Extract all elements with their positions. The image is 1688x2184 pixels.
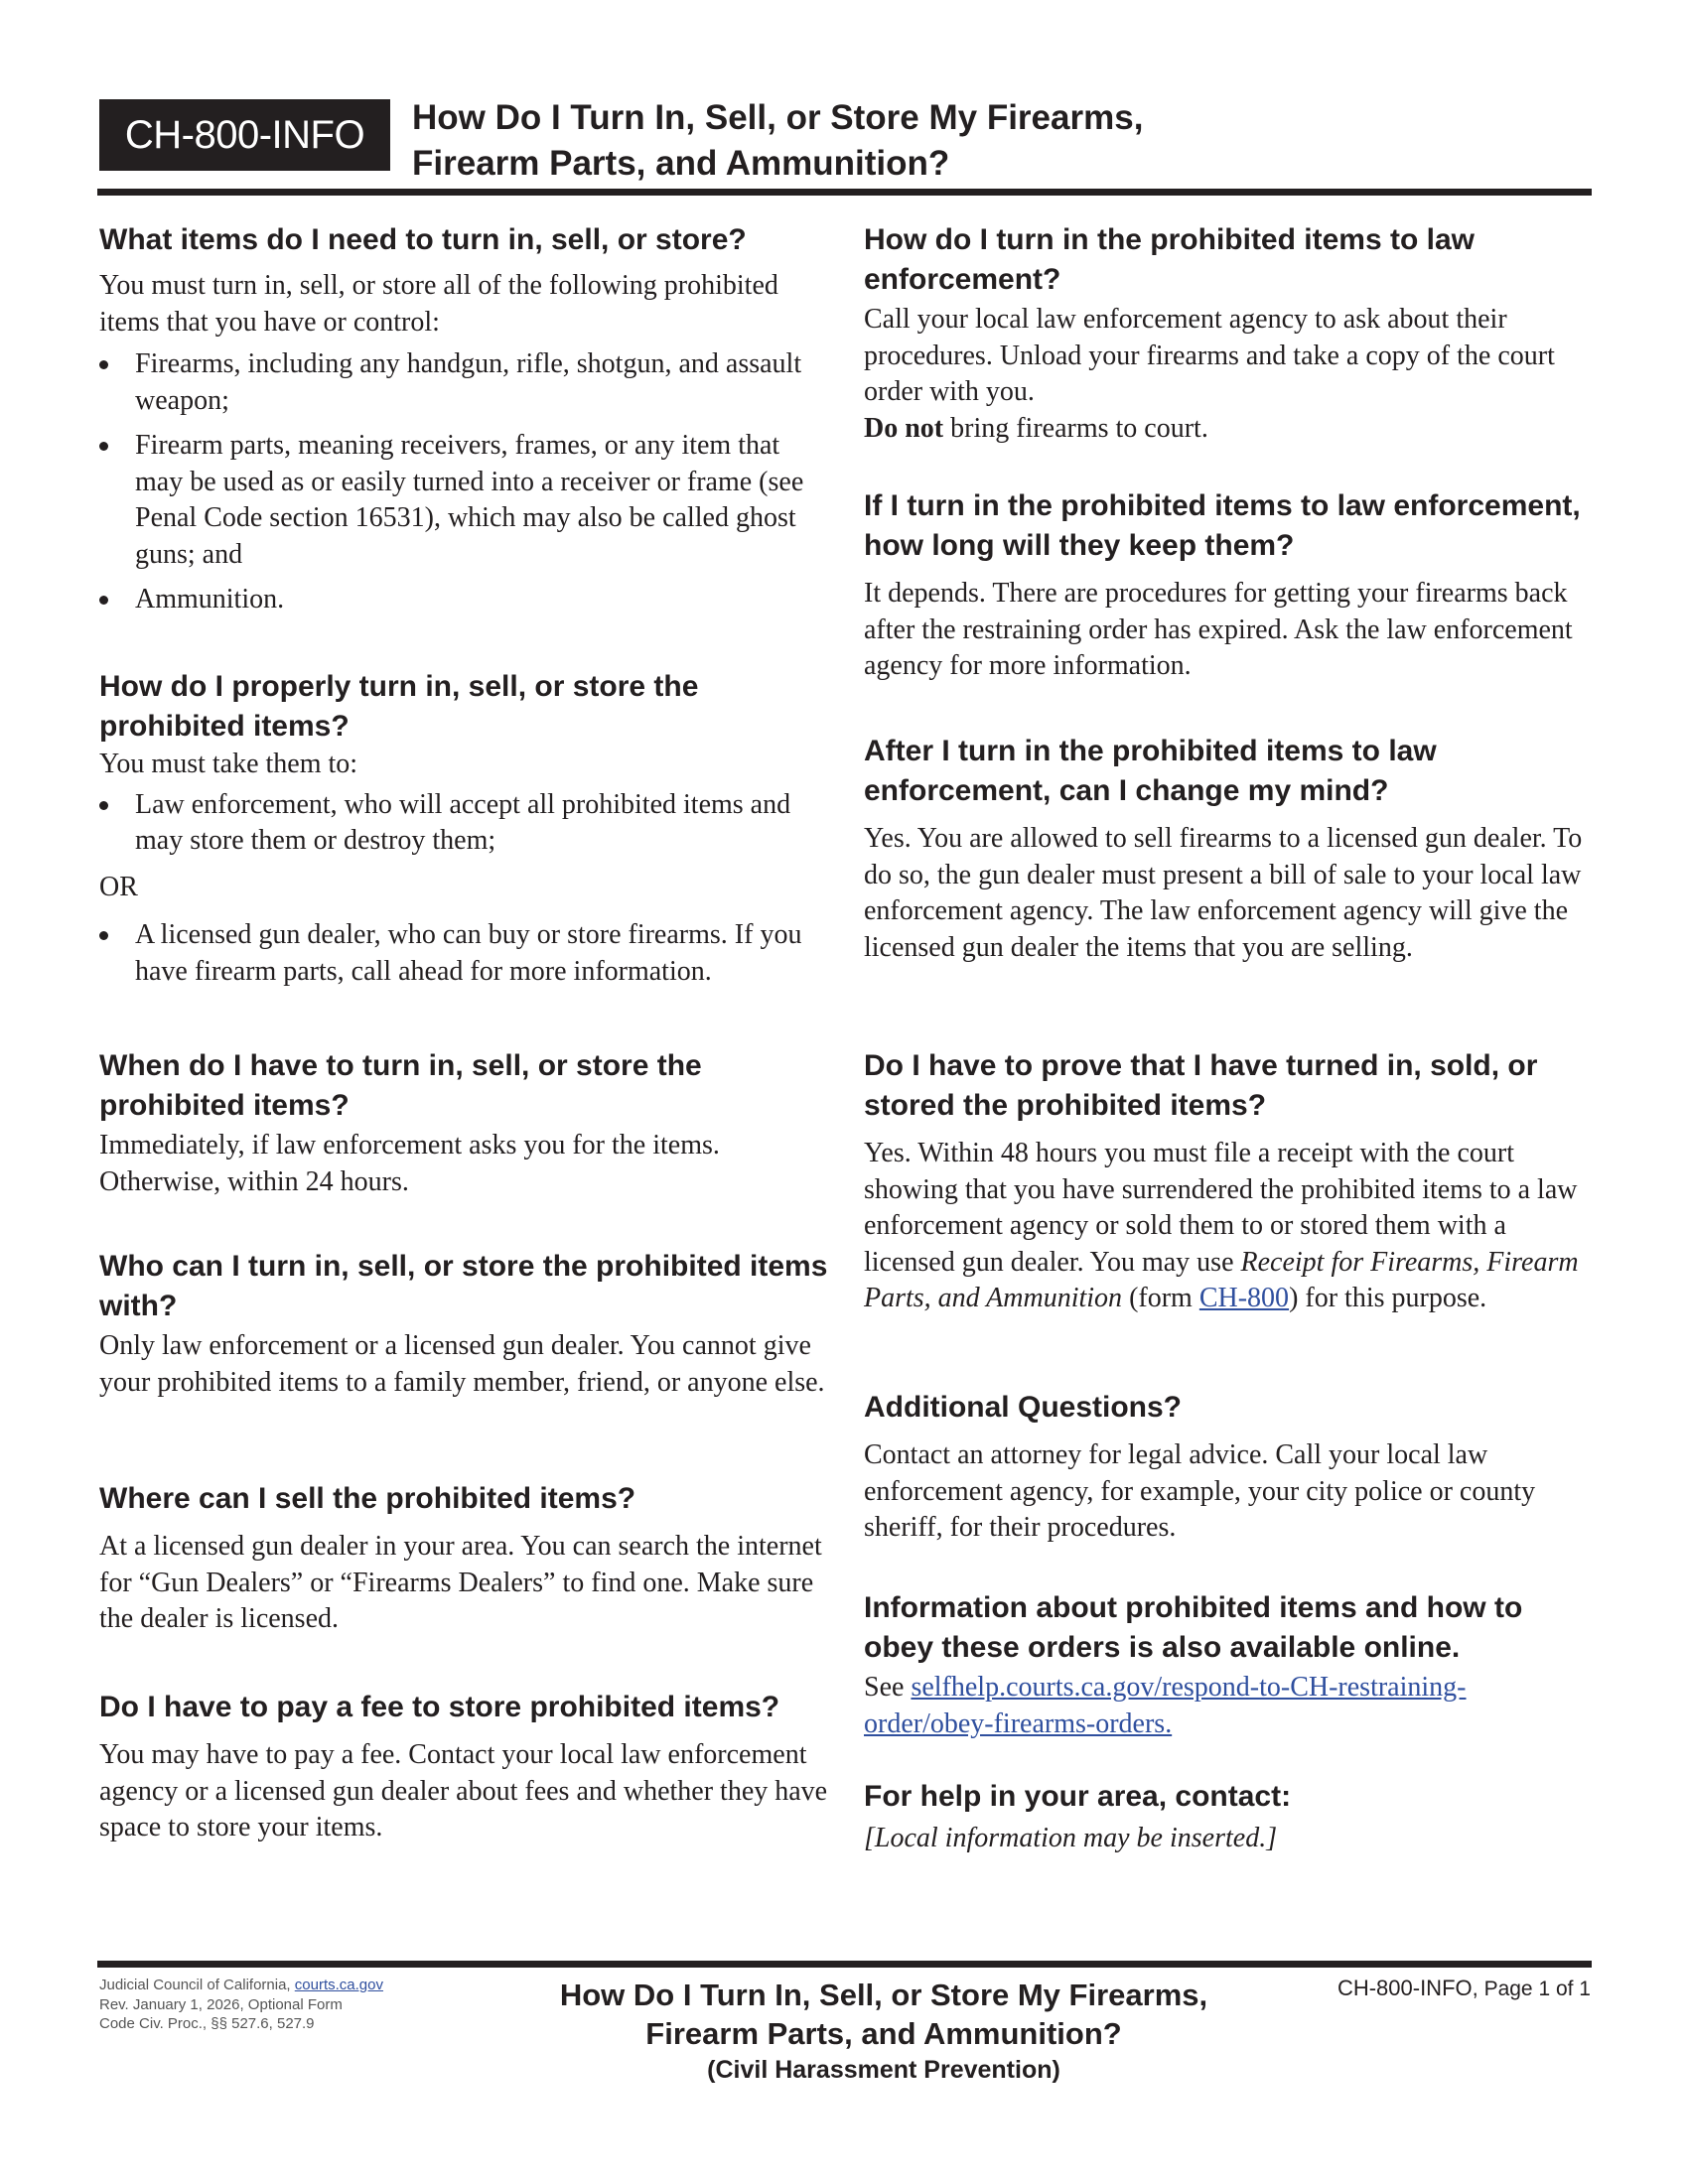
section-where bbox=[99, 1479, 829, 1638]
header-divider bbox=[97, 189, 1592, 196]
section-heading: Do I have to prove that I have turned in, sold, or stored the prohibited items? bbox=[864, 1049, 1538, 1122]
page-title bbox=[412, 95, 1554, 187]
list-item: A licensed gun dealer, who can buy or store firearms. If you have firearm parts, call ahead for more information. bbox=[99, 917, 829, 990]
destination-list bbox=[99, 787, 829, 860]
selfhelp-link[interactable]: selfhelp.courts.ca.gov/respond-to-CH-restraining-order/obey-firearms-orders. bbox=[864, 1672, 1467, 1739]
page-label: Page 1 of 1 bbox=[1477, 1978, 1591, 2000]
warning-bold: Do not bbox=[864, 412, 944, 444]
ch-800-form-link[interactable]: CH-800 bbox=[1198, 1283, 1290, 1313]
page-number bbox=[1337, 1976, 1591, 2001]
form-id-badge bbox=[99, 99, 390, 171]
bullet-icon bbox=[99, 596, 108, 605]
form-title: Receipt for Firearms, Firearm Parts, and Ammunition bbox=[864, 1246, 1579, 1313]
section-heading: What items do I need to turn in, sell, or store? bbox=[99, 223, 747, 256]
section-heading: Information about prohibited items and how to obey these orders is also available online. bbox=[864, 1591, 1523, 1664]
page-title-line-1: How Do I Turn In, Sell, or Store My Firearms, bbox=[412, 98, 1144, 137]
section-body: Call your local law enforcement agency to ask about their procedures. Unload your firearms and take a copy of the court order with you. bbox=[864, 304, 1555, 407]
section-change-mind bbox=[864, 732, 1589, 966]
list-item: Firearm parts, meaning receivers, frames, or any item that may be used as or easily turned into a receiver or frame (see Penal Code section 16531), which may also be called ghost guns; and bbox=[99, 428, 829, 573]
destination-list-2 bbox=[99, 917, 829, 990]
prohibited-items-list bbox=[99, 346, 829, 618]
footer-divider bbox=[97, 1961, 1592, 1968]
warning-text: Do not bring firearms to court. bbox=[864, 412, 1208, 444]
section-body: See selfhelp.courts.ca.gov/respond-to-CH-restraining-order/obey-firearms-orders. bbox=[864, 1672, 1467, 1739]
section-heading: When do I have to turn in, sell, or store the prohibited items? bbox=[99, 1049, 702, 1122]
footer-publisher-info: Judicial Council of California, courts.ca.gov Rev. January 1, 2026, Optional Form Code Civ. Proc., §§ 527.6, 527.9 bbox=[99, 1977, 383, 2032]
section-heading: How do I properly turn in, sell, or store the prohibited items? bbox=[99, 670, 699, 743]
section-heading: If I turn in the prohibited items to law enforcement, how long will they keep them? bbox=[864, 489, 1581, 562]
or-label: OR bbox=[99, 871, 138, 902]
code-reference: Code Civ. Proc., §§ 527.6, 527.9 bbox=[99, 2015, 315, 2032]
section-heading: Where can I sell the prohibited items? bbox=[99, 1482, 636, 1515]
bullet-icon bbox=[99, 360, 108, 369]
footer-title: How Do I Turn In, Sell, or Store My Firearms, Firearm Parts, and Ammunition? (Civil Harassment Prevention) bbox=[487, 1976, 1281, 2087]
bullet-icon bbox=[99, 801, 108, 810]
section-who bbox=[99, 1247, 829, 1401]
list-item: Firearms, including any handgun, rifle, shotgun, and assault weapon; bbox=[99, 346, 829, 419]
section-how-long bbox=[864, 486, 1589, 685]
courts-link[interactable]: courts.ca.gov bbox=[294, 1977, 383, 1993]
list-item: Law enforcement, who will accept all prohibited items and may store them or destroy them; bbox=[99, 787, 829, 860]
local-info-placeholder: [Local information may be inserted.] bbox=[864, 1823, 1278, 1853]
section-heading: How do I turn in the prohibited items to law enforcement? bbox=[864, 223, 1475, 296]
form-id-text: CH-800-INFO bbox=[124, 112, 365, 157]
section-body: Immediately, if law enforcement asks you for the items. Otherwise, within 24 hours. bbox=[99, 1130, 720, 1197]
section-heading: For help in your area, contact: bbox=[864, 1780, 1292, 1813]
section-intro: You must turn in, sell, or store all of the following prohibited items that you have or control: bbox=[99, 270, 778, 338]
section-body: It depends. There are procedures for getting your firearms back after the restraining order has expired. Ask the law enforcement agency for more information. bbox=[864, 578, 1573, 681]
section-how-turn-in bbox=[864, 220, 1589, 447]
section-how-properly bbox=[99, 667, 829, 999]
footer-subtitle: (Civil Harassment Prevention) bbox=[707, 2056, 1060, 2084]
page-title-line-2: Firearm Parts, and Ammunition? bbox=[412, 144, 950, 183]
section-additional-questions bbox=[864, 1388, 1589, 1547]
section-heading: Additional Questions? bbox=[864, 1391, 1182, 1424]
section-body: At a licensed gun dealer in your area. You can search the internet for “Gun Dealers” or “Firearms Dealers” to find one. Make sure the dealer is licensed. bbox=[99, 1531, 822, 1634]
section-heading: Who can I turn in, sell, or store the prohibited items with? bbox=[99, 1250, 828, 1322]
section-prove bbox=[864, 1046, 1589, 1317]
section-local-help bbox=[864, 1777, 1589, 1857]
bullet-icon bbox=[99, 931, 108, 940]
section-intro: You must take them to: bbox=[99, 749, 358, 779]
section-body: Yes. You are allowed to sell firearms to a licensed gun dealer. To do so, the gun dealer must present a bill of sale to your local law enforcement agency. The law enforcement agency will give the licensed gun dealer the items that you are selling. bbox=[864, 823, 1583, 963]
section-heading: Do I have to pay a fee to store prohibited items? bbox=[99, 1691, 780, 1723]
section-body: Contact an attorney for legal advice. Call your local law enforcement agency, for example, your city police or county sheriff, for their procedures. bbox=[864, 1439, 1536, 1543]
section-online-info bbox=[864, 1588, 1589, 1742]
list-item: Ammunition. bbox=[99, 582, 829, 618]
revision-date: Rev. January 1, 2026, Optional Form bbox=[99, 1995, 343, 2013]
bullet-icon bbox=[99, 442, 108, 451]
section-what-items bbox=[99, 220, 829, 627]
section-when bbox=[99, 1046, 829, 1200]
section-heading: After I turn in the prohibited items to law enforcement, can I change my mind? bbox=[864, 735, 1437, 807]
section-body: You may have to pay a fee. Contact your local law enforcement agency or a licensed gun dealer about fees and whether they have space to store your items. bbox=[99, 1739, 828, 1843]
footer-form-id: CH-800-INFO, bbox=[1336, 1976, 1478, 2000]
section-body: Yes. Within 48 hours you must file a receipt with the court showing that you have surrendered the prohibited items to a law enforcement agency or sold them to or stored them with a licensed gun dealer. You may use Receipt for Firearms, Firearm Parts, and Ammunition (form CH-800) for this purpose. bbox=[864, 1138, 1579, 1313]
section-fee bbox=[99, 1688, 829, 1846]
section-body: Only law enforcement or a licensed gun dealer. You cannot give your prohibited items to a family member, friend, or anyone else. bbox=[99, 1330, 825, 1398]
